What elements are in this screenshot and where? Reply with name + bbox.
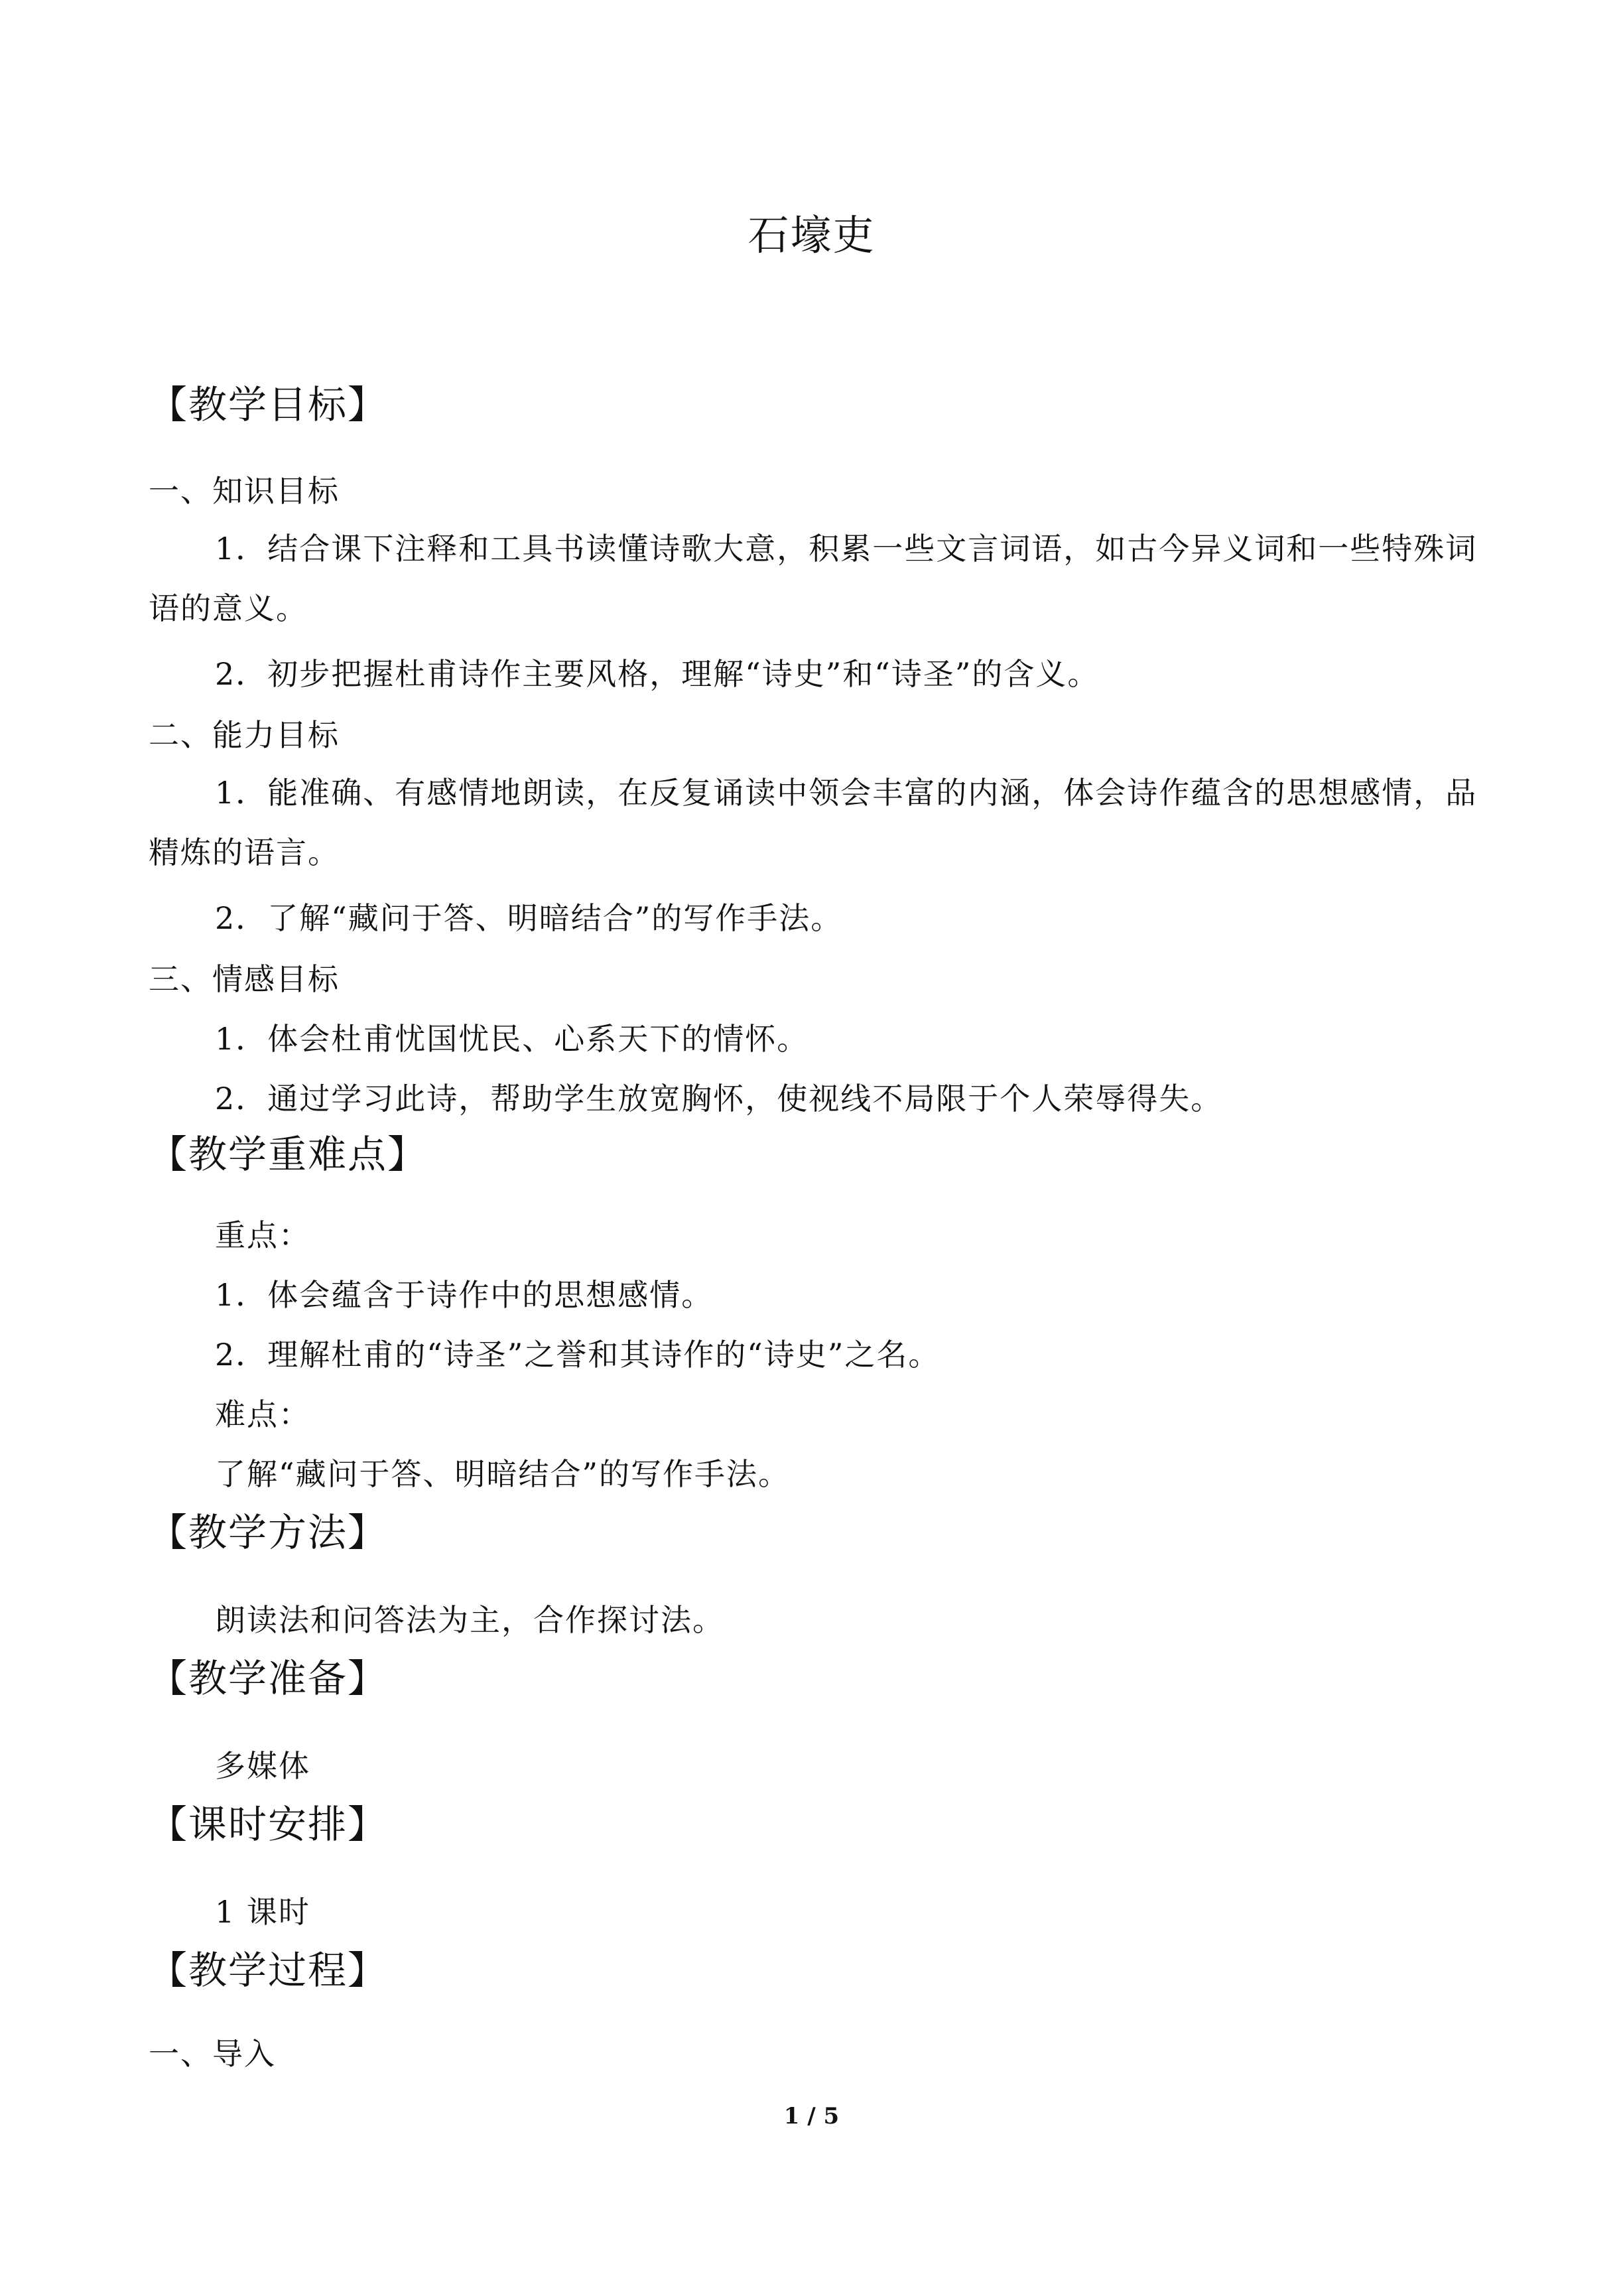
section-heading-preparation: 【教学准备】 [149, 1656, 388, 1701]
section-heading-schedule: 【课时安排】 [149, 1802, 388, 1847]
subheading-emotion-goals: 三、情感目标 [149, 961, 340, 997]
difficulty-label: 难点： [215, 1396, 310, 1432]
section-heading-process: 【教学过程】 [149, 1948, 388, 1993]
document-body [149, 378, 1495, 2075]
section-heading-method: 【教学方法】 [149, 1510, 388, 1555]
key-point-2: 2．理解杜甫的“诗圣”之誉和其诗作的“诗史”之名。 [215, 1337, 941, 1373]
emotion-goal-2: 2．通过学习此诗，帮助学生放宽胸怀，使视线不局限于个人荣辱得失。 [215, 1081, 1223, 1116]
ability-goal-2: 2．了解“藏问于答、明暗结合”的写作手法。 [215, 900, 843, 936]
section-heading-goals: 【教学目标】 [149, 382, 388, 427]
emotion-goal-1: 1．体会杜甫忧国忧民、心系天下的情怀。 [215, 1021, 809, 1057]
preparation-text: 多媒体 [215, 1748, 310, 1784]
subheading-knowledge-goals: 一、知识目标 [149, 473, 340, 509]
document-title: 石壕吏 [747, 211, 876, 259]
section-heading-key-points: 【教学重难点】 [149, 1132, 428, 1177]
difficulty-point-1: 了解“藏问于答、明暗结合”的写作手法。 [215, 1456, 791, 1492]
schedule-text: 1 课时 [215, 1894, 310, 1930]
method-text: 朗读法和问答法为主，合作探讨法。 [215, 1602, 724, 1638]
knowledge-goal-1: 1．结合课下注释和工具书读懂诗歌大意，积累一些文言词语，如古今异义词和一些特殊词语的意义。 [149, 531, 1478, 626]
key-point-1: 1．体会蕴含于诗作中的思想感情。 [215, 1277, 714, 1313]
ability-goal-1: 1．能准确、有感情地朗读，在反复诵读中领会丰富的内涵，体会诗作蕴含的思想感情，品精炼的语言。 [149, 775, 1478, 870]
key-label: 重点： [215, 1217, 310, 1253]
page-number: 1 / 5 [783, 2103, 840, 2129]
subheading-ability-goals: 二、能力目标 [149, 717, 340, 753]
process-step-1: 一、导入 [149, 2036, 276, 2072]
knowledge-goal-2: 2．初步把握杜甫诗作主要风格，理解“诗史”和“诗圣”的含义。 [215, 656, 1100, 692]
